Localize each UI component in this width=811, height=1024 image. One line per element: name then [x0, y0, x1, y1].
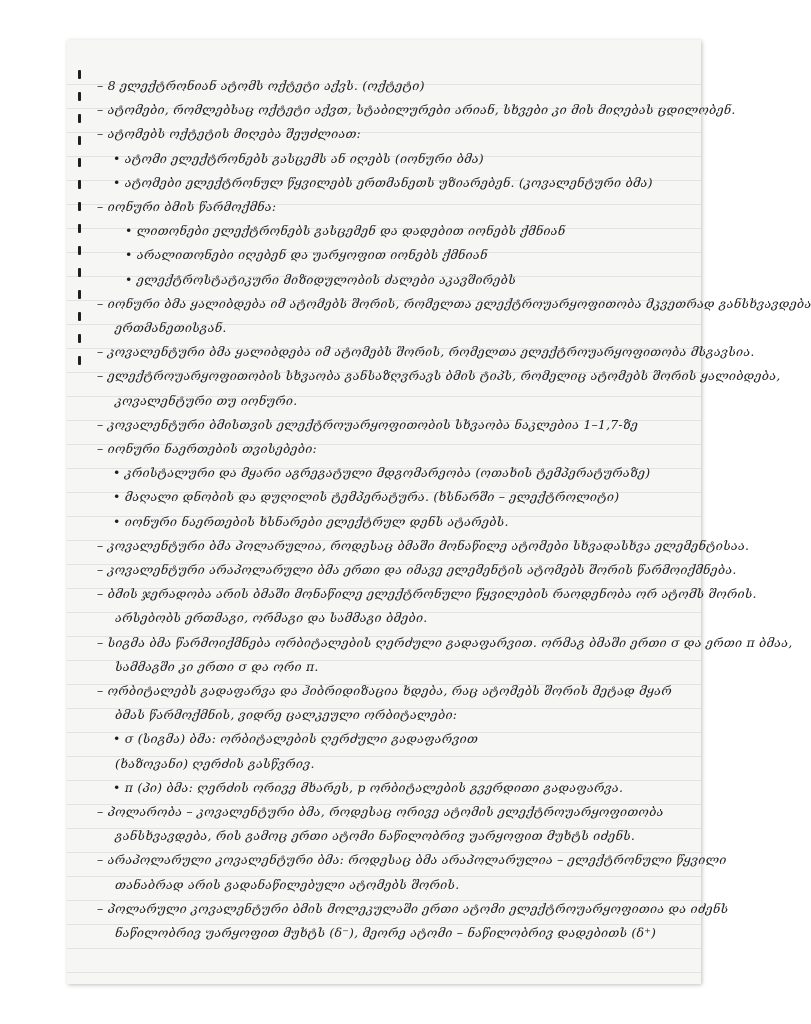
note-line: – კოვალენტური ბმა პოლარულია, როდესაც ბმაში მონაწილე ატომები სხვადასხვა ელემენტისაა.: [97, 537, 750, 553]
note-line: – ორბიტალებს გადაფარვა და ჰიბრიდიზაცია ხდება, რაც ატომებს შორის მეტად მყარ: [97, 683, 672, 698]
note-line: – ელექტროუარყოფითობის სხვაობა განსაზღვრავს ბმის ტიპს, რომელიც ატომებს შორის ყალიბდება,: [97, 368, 781, 384]
note-line: – იონური ბმა ყალიბდება იმ ატომებს შორის, რომელთა ელექტროუარყოფითობა მკვეთრად განსხვავდება: [97, 295, 811, 311]
note-line: – იონური ნაერთების თვისებები:: [97, 441, 317, 456]
note-line: (ხაზოვანი) ღერძის გასწვრივ.: [115, 755, 315, 771]
note-line: – კოვალენტური ბმისთვის ელექტროუარყოფითობის სხვაობა ნაკლებია 1–1,7-ზე: [97, 416, 639, 432]
note-line: – პოლარობა – კოვალენტური ბმა, როდესაც ორივე ატომის ელექტროუარყოფითობა: [97, 804, 664, 819]
note-line: – არაპოლარული კოვალენტური ბმა: როდესაც ბმა არაპოლარულია – ელექტრონული წყვილი: [97, 852, 727, 868]
handwritten-notes: [67, 40, 811, 984]
note-line: – კოვალენტური არაპოლარული ბმა ერთი და იმავე ელემენტის ატომებს შორის წარმოიქმნება.: [97, 562, 737, 577]
note-line: თანაბრად არის გადანაწილებული ატომებს შორის.: [115, 876, 460, 892]
note-line: – სიგმა ბმა წარმოიქმნება ორბიტალების ღერძული გადაფარვით. ორმაგ ბმაში ერთი σ და ერთი π ბმაა,: [97, 634, 793, 650]
note-line: – ბმის ჯერადობა არის ბმაში მონაწილე ელექტრონული წყვილების რაოდენობა ორ ატომს შორის.: [97, 586, 757, 602]
note-line: • ლითონები ელექტრონებს გასცემენ და დადებით იონებს ქმნიან: [125, 223, 566, 239]
note-line: • მაღალი დნობის და დუღილის ტემპერატურა. (ხსნარში – ელექტროლიტი): [113, 489, 620, 505]
note-line: • კრისტალური და მყარი აგრეგატული მდგომარეობა (ოთახის ტემპერატურაზე): [113, 465, 651, 481]
note-line: • ელექტროსტატიკური მიზიდულობის ძალები აკავშირებს: [125, 271, 516, 287]
note-line: არსებობს ერთმაგი, ორმაგი და სამმაგი ბმები.: [115, 610, 428, 626]
note-line: – კოვალენტური ბმა ყალიბდება იმ ატომებს შორის, რომელთა ელექტროუარყოფითობა მსგავსია.: [97, 344, 755, 360]
note-line: • არალითონები იღებენ და უარყოფით იონებს ქმნიან: [125, 247, 488, 263]
note-line: • σ (სიგმა) ბმა: ორბიტალების ღერძული გადაფარვით: [113, 731, 479, 747]
note-line: – ატომებს ოქტეტის მიღება შეუძლიათ:: [97, 126, 361, 142]
note-line: – პოლარული კოვალენტური ბმის მოლეკულაში ერთი ატომი ელექტროუარყოფითია და იძენს: [97, 900, 729, 916]
note-line: ერთმანეთისგან.: [115, 320, 227, 335]
note-line: • π (პი) ბმა: ღერძის ორივე მხარეს, p ორბიტალების გვერდითი გადაფარვა.: [113, 779, 624, 795]
note-line: ნაწილობრივ უარყოფით მუხტს (δ⁻), მეორე ატომი – ნაწილობრივ დადებითს (δ⁺): [115, 925, 657, 940]
note-line: – 8 ელექტრონიან ატომს ოქტეტი აქვს. (ოქტეტი): [97, 78, 425, 93]
note-line: განსხვავდება, რის გამოც ერთი ატომი ნაწილობრივ უარყოფით მუხტს იძენს.: [115, 828, 636, 844]
note-line: – იონური ბმის წარმოქმნა:: [97, 199, 277, 214]
note-line: – ატომები, რომლებსაც ოქტეტი აქვთ, სტაბილურები არიან, სხვები კი მის მიღებას ცდილობენ.: [97, 102, 736, 118]
note-line: • ატომი ელექტრონებს გასცემს ან იღებს (იონური ბმა): [113, 150, 484, 166]
note-line: • ატომები ელექტრონულ წყვილებს ერთმანეთს უზიარებენ. (კოვალენტური ბმა): [113, 174, 653, 190]
note-line: ბმას წარმოქმნის, ვიდრე ცალკეული ორბიტალები:: [115, 707, 458, 723]
note-line: სამმაგში კი ერთი σ და ორი π.: [115, 658, 319, 674]
notebook-page: [67, 40, 811, 984]
note-line: კოვალენტური თუ იონური.: [115, 392, 298, 408]
note-line: • იონური ნაერთების ხსნარები ელექტრულ დენს ატარებს.: [113, 513, 509, 529]
